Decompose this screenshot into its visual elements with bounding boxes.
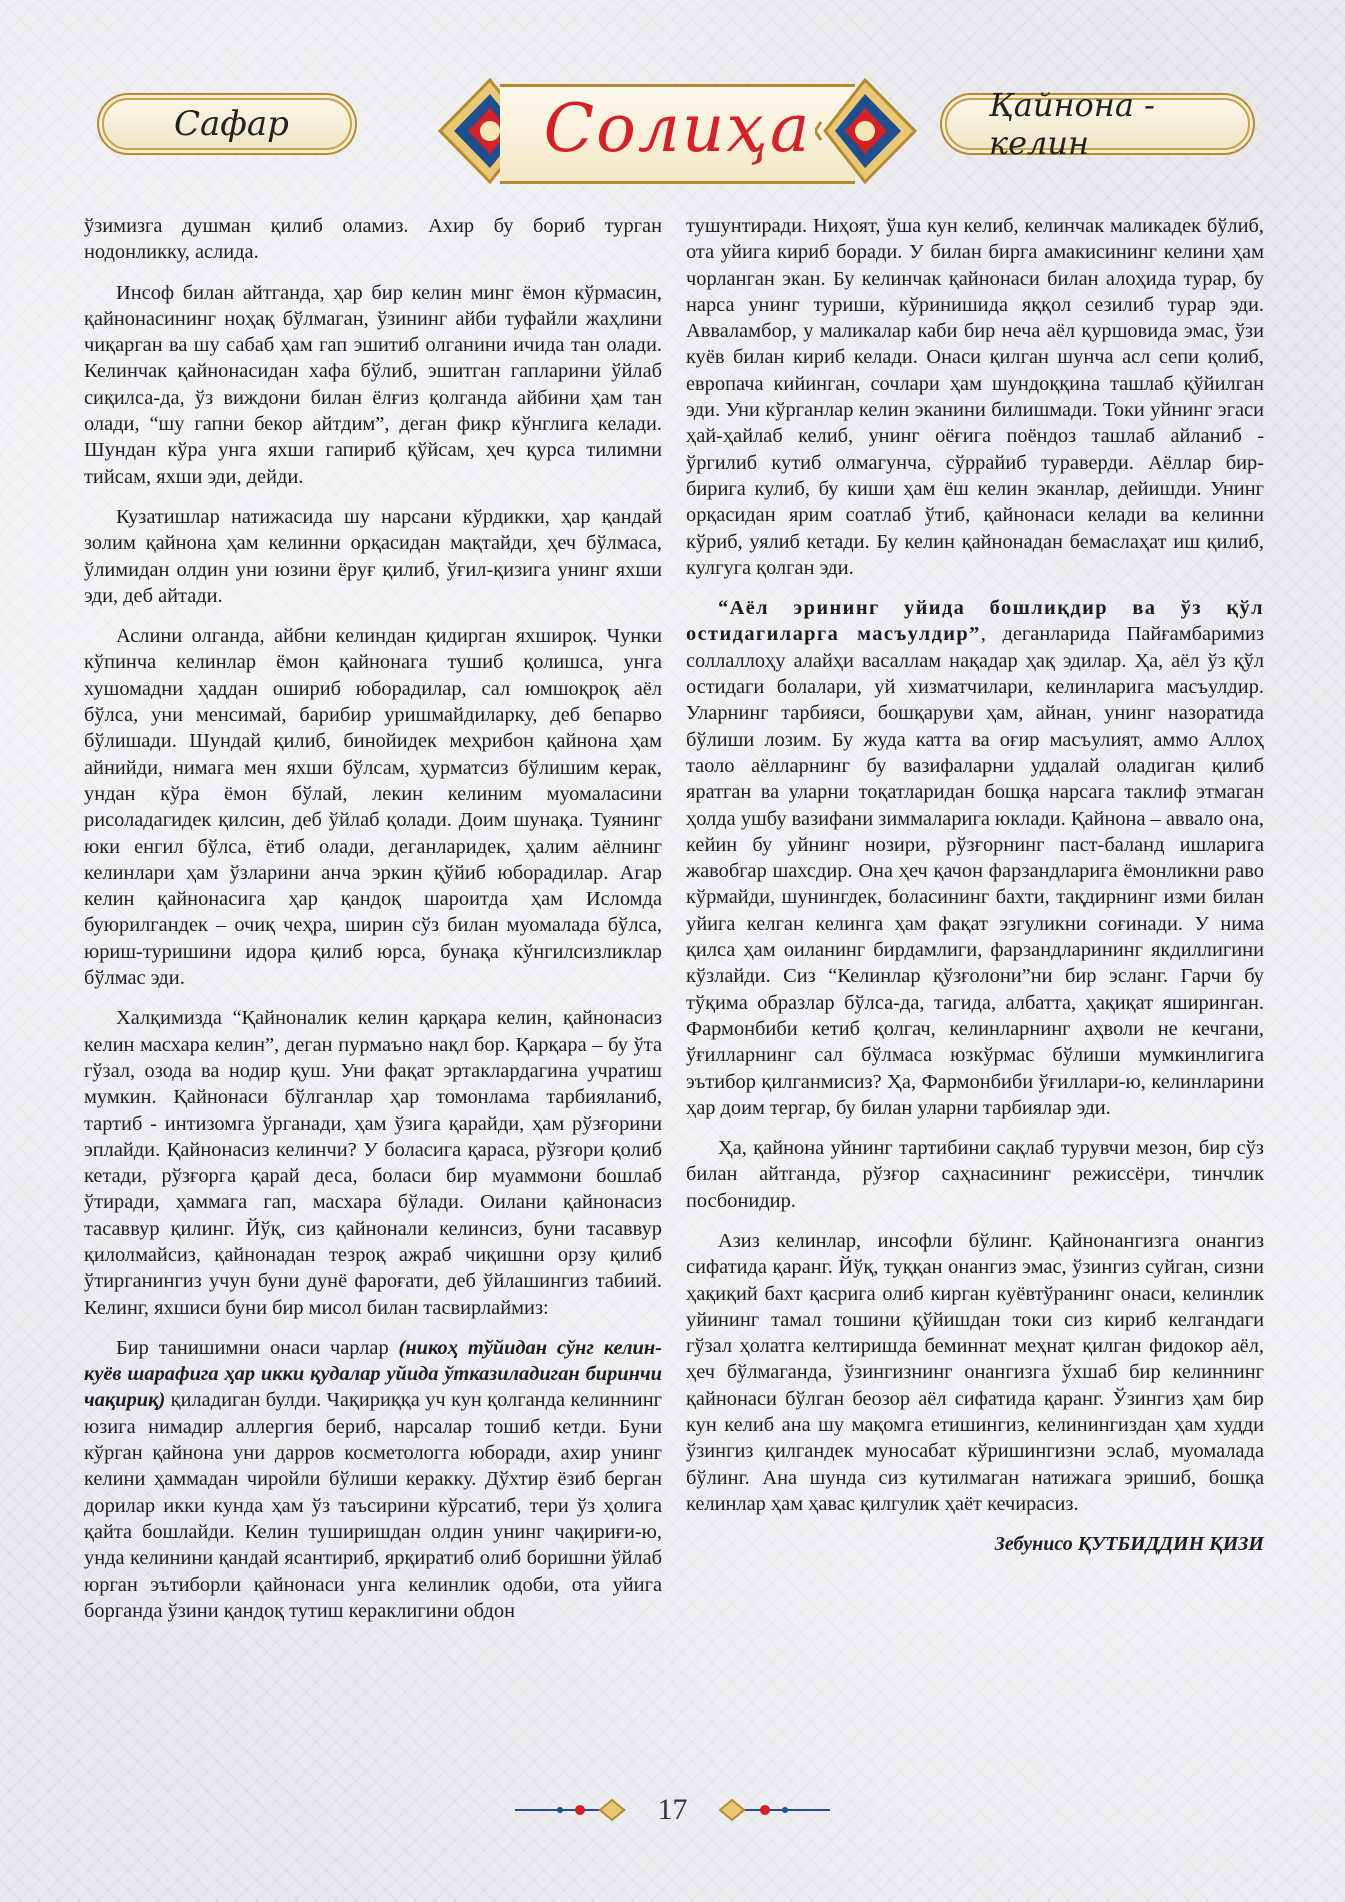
paragraph: Азиз келинлар, инсофли бўлинг. Қайнонангизга онангиз сифатида қаранг. Йўқ, туққан онангиз эмас, ўзингиз суйган, сизни ҳақиқий бахт қасрига олиб кирган куёвтўранинг онаси, келинлик уйининг тамал тошини қўйишдан токи сиз кириб келгандаги гўзал ҳолатга келтиришда беминнат меҳнат қилган фидокор аёл, ҳеч бўлмаганда, ўзингизнинг онангизга ўхшаб бир келиннинг қайнонаси бўлган беозор аёл сифатида қаранг. Ўзингиз ҳам бир кун келиб ана шу мақомга етишингиз, келинингиздан ҳам худди ўзингиз қилгандек муносабат кўришингизни эслаб, муомалада бўлинг. Ана шунда сиз кутилмаган натижага эришиб, бошқа келинлар ҳам ҳавас қилгулик ҳаёт кечирасиз. [686,1229,1264,1515]
paragraph: тушунтиради. Ниҳоят, ўша кун келиб, келинчак маликадек бўлиб, ота уйига кириб боради. У билан бирга амакисининг келини ҳам чорланган экан. Бу келинчак қайнонаси билан алоҳида турар, бу нарса унинг туриши, кўринишида яққол сезилиб турар эди. Авваламбор, у маликалар каби бир неча аёл қуршовида эмас, ўзи куёв билан кириб келади. Онаси қилган шунча асл сепи қолиб, европача кийинган, сочлари ҳам шундоққина ташлаб қўйилган эди. Уни кўрганлар келин эканини билишмади. Токи уйнинг эгаси ҳай-ҳайлаб келиб, унинг оёғига поёндоз ташлаб айланиб - ўргилиб кутиб олмагунча, сўррайиб тураверди. Аёллар бир-бирига кулиб, бу киши ҳам ёш келин эканлар, дейишди. Унинг орқасидан ярим соатлаб ўтиб, қайнонаси келади ва келинни кўриб, уялиб кетади. Бу келин қайнонадан бемаслаҳат иш қилиб, кулгуга қолган эди. [686,215,1264,579]
paragraph-text: , деганларида Пайғамбаримиз соллаллоҳу алайҳи васаллам нақадар ҳақ эдилар. Ҳа, аёл ўз қўл остидаги болалари, уй хизматчилари, келинларига масъулдир. Уларнинг тарбияси, бошқаруви ҳам, айнан, унинг назоратида бўлиши лозим. Бу жуда катта ва оғир масъулият, аммо Аллоҳ таоло аёлларнинг бу вазифаларни уддалай оладиган қилиб яратган ва уларни тоқатларидан бошқа нарсага таклиф этмаган ҳолда ушбу вазифани зиммаларига юклади. Қайнона – аввало она, кейин бу уйнинг нозири, рўзғорнинг паст-баланд ишларига жавобгар шахсдир. Она ҳеч қачон фарзандларига ёмонликни раво кўрмайди, шунингдек, боласининг бахти, тақдирнинг изми билан уйига келган келинга ҳам фақат эзгуликни соғинади. У нима қилса ҳам оиланинг бирдамлиги, фарзандларининг якдиллигини кўзлайди. Сиз “Келинлар қўзғолони”ни бир эсланг. Гарчи бу тўқима образлар бўлса-да, тагида, албатта, ҳақиқат яширинган. Фармонбиби кетиб қолгач, келинларнинг аҳволи не кечгани, ўғилларнинг сал бўлмаса юзкўрмас бўлиши мумкинлигига эътибор қилганмисиз? Ҳа, Фармонбиби ўғиллари-ю, келинларини ҳар доим тергар, бу билан уларни тарбиялар эди. [686,623,1265,1119]
page-header [0,0,1345,200]
page-footer [0,1790,1345,1830]
article-right-column [686,213,1264,1558]
section-label-text: Қайнона - келин [989,86,1155,162]
paragraph: Ҳа, қайнона уйнинг тартибини сақлаб турувчи мезон, бир сўз билан айтганда, рўзғор саҳнасининг режиссёри, тинчлик посбонидир. [686,1137,1264,1212]
issue-month-text: Сафар [174,104,289,144]
paragraph: Аслини олганда, айбни келиндан қидирган яхшироқ. Чунки кўпинча келинлар ёмон қайнонага тушиб қолишса, унга хушомадни ҳаддан ошириб юборадилар, сал юмшоқроқ аёл бўлса, уни менсимай, барибир уришмайдиларку, деб бепарво бўлишади. Шундай қилиб, бинойидек меҳрибон қайнона ҳам айнийди, нимага мен яхши бўлсам, ҳурматсиз бўлишим керак, ундан кўра ёмон бўлай, лекин келиним муомаласини рисоладагидек қилсин, деб ўйлаб қолади. Доим шунақа. Туянинг юки енгил бўлса, ётиб олади, деганларидек, ҳалим аёлнинг келинлари ҳам ўзларини анча эркин қўйиб юборадилар. Агар келин қайнонасига ҳар қандоқ шароитда ҳам Исломда буюрилгандек – очиқ чеҳра, ширин сўз билан муомалада бўлса, юриш-туришини идора қилиб юрса, бунақа кўнгилсизликлар бўлмас эди. [84,625,662,990]
magazine-title-banner [430,72,925,190]
paragraph: ўзимизга душман қилиб оламиз. Ахир бу бориб турган нодонликку, аслида. [84,215,662,264]
paragraph-note: (никоҳ тўйидан сўнг келин-куёв шарафига ҳар икки қудалар уйида ўтказиладиган биринчи чақириқ) [84,1336,662,1412]
paragraph-text: қиладиган булди. Чақириққа уч кун қолганда келиннинг юзига нимадир аллергия бериб, нарсалар тошиб кетди. Буни кўрган қайнона уни дарров косметологга юборади, ахир унинг келини ҳаммадан чиройли бўлиши керакку. Дўхтир ёзиб берган дорилар икки кунда ҳам ўз таъсирини кўрсатиб, тери ўз ҳолига қайта бошлайди. Келин туширишдан олдин унинг чақириғи-ю, унда келинини қандай ясантириб, ярқиратиб олиб боришни ўйлаб юрган эътиборли қайнонаси унга келинлик одоби, ота уйига борганда ўзини қандоқ тутиш кераклигини обдон [84,1389,662,1622]
page-number: 17 [657,1793,688,1826]
issue-month-label [102,98,352,150]
magazine-title: Солиҳа [543,89,812,167]
paragraph-text: Бир танишимни онаси чарлар [116,1336,399,1359]
paragraph [686,595,1264,1121]
paragraph: Халқимизда “Қайноналик келин қарқара келин, қайнонасиз келин масхара келин”, деган пурмаъно нақл бор. Қарқара – бу ўта гўзал, озода ва нодир қуш. Уни фақат эртаклардагина учратиш мумкин. Қайнонаси бўлганлар ҳар томонлама тарбияланиб, тартиб - интизомга ўрганади, ҳам ўзига қарайди, ҳам рўзғорини эплайди. Қайнонасиз келинчи? У боласига қараса, рўзғори қолиб кетади, рўзғорга қарай деса, боласи бир муаммони бошлаб ўтиради, ҳаммага гап, масхара бўлади. Оилани қайнонасиз тасаввур қилинг. Йўқ, сиз қайнонали келинсиз, буни тасаввур қилолмайсиз, қайнонадан тезроқ ажраб чиқишни орзу қилиб ўтирганингиз учун буни дунё фароғати, деб ўйлашингиз табиий. Келинг, яхшиси буни бир мисол билан тасвирлаймиз: [84,1007,662,1319]
paragraph: Инсоф билан айтганда, ҳар бир келин минг ёмон кўрмасин, қайнонасининг ноҳақ бўлмаган, ўзининг айби туфайли жаҳлини чиқарган ва шу сабаб ҳам гап эшитиб олганини ичида тан олади. Келинчак қайнонасидан хафа бўлиб, эшитган гапларини ўйлаб сиқилса-да, ўз виждони билан ёлғиз қолганда айбини ҳам тан олади, “шу гапни бекор айтдим”, деган фикр кўнглига келади. Шундан кўра унга яхши гапириб қўйсам, ҳеч қурса тилимни тийсам, яхши эди, дейди. [84,281,662,488]
section-label [945,86,1250,162]
hadith-quote: “Аёл эрининг уйида бошлиқдир ва ўз қўл остидагиларга масъулдир” [686,597,1264,646]
paragraph [84,1335,662,1624]
paragraph: Кузатишлар натижасида шу нарсани кўрдикки, ҳар қандай золим қайнона ҳам келинни орқасидан мақтайди, ҳеч бўлмаса, ўлимидан олдин уни юзини ёруғ қилиб, ўғил-қизига унинг яхши эди, деб айтади. [84,505,662,607]
article-left-column [84,213,662,1638]
right-ornament-icon [815,72,925,190]
author-signature: Зебунисо ҚУТБИДДИН ҚИЗИ [994,1533,1264,1556]
